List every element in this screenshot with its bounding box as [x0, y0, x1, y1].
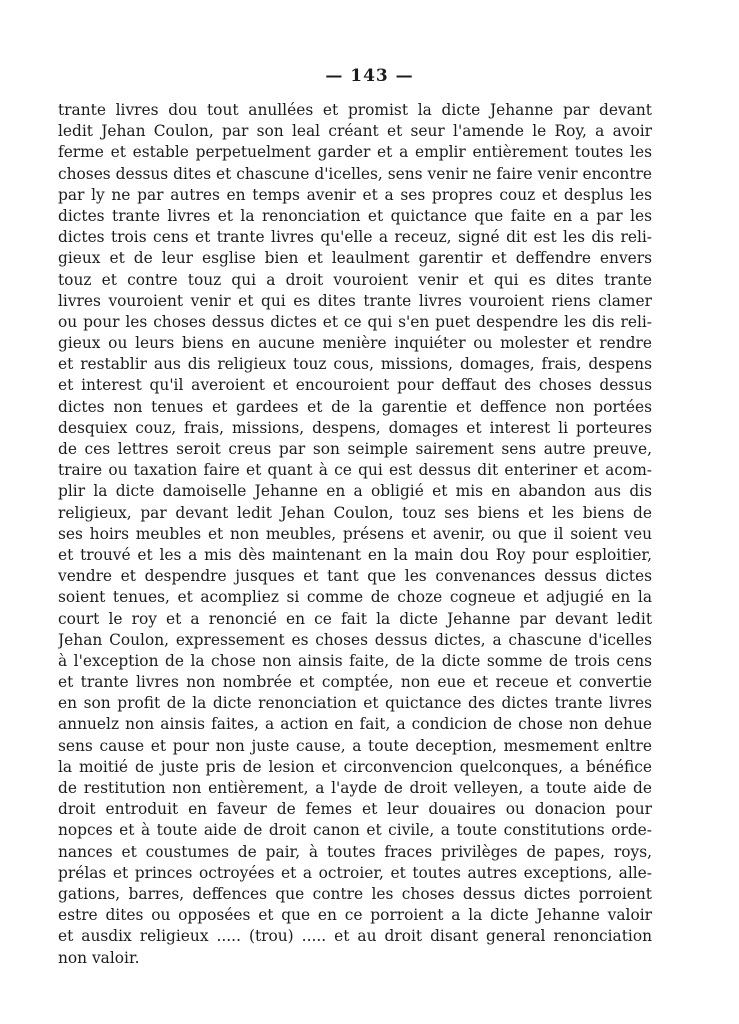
text-line: estre dites ou opposées et que en ce porroient a la dicte Jehanne valoir [58, 906, 652, 925]
text-line: nopces et à toute aide de droit canon et civile, a toute constitutions orde- [58, 821, 652, 840]
text-line: religieux, par devant ledit Jehan Coulon, touz ses biens et les biens de [58, 503, 652, 522]
text-line: prélas et princes octroyées et a octroier, et toutes autres exceptions, alle- [58, 863, 652, 882]
text-line: gations, barres, deffences que contre les choses dessus dictes porroient [58, 884, 652, 903]
text-line: desquiex couz, frais, missions, despens, domages et interest li porteures [58, 418, 652, 437]
text-line: droit entroduit en faveur de femes et leur douaires ou donacion pour [58, 800, 652, 819]
text-line: par ly ne par autres en temps avenir et a ses propres couz et desplus les [58, 185, 652, 204]
text-line: gieux ou leurs biens en aucune menière inquiéter ou molester et rendre [58, 334, 652, 353]
text-line: et restablir aus dis religieux touz cous, missions, domages, frais, despens [58, 355, 652, 374]
text-line: et interest qu'il averoient et encouroient pour deffaut des choses dessus [58, 376, 652, 395]
text-line: trante livres dou tout anullées et promist la dicte Jehanne par devant [58, 101, 652, 119]
text-line: dictes trante livres et la renonciation et quictance que faite en a par les [58, 206, 652, 225]
text-line: et ausdix religieux ..... (trou) ..... et au droit disant general renonciation [58, 927, 652, 946]
body-text [58, 100, 652, 969]
text-line: et trante livres non nombrée et comptée, non eue et receue et convertie [58, 673, 652, 692]
text-line: dictes trois cens et trante livres qu'elle a receuz, signé dit est les dis reli- [58, 228, 652, 247]
text-line: dictes non tenues et gardees et de la garentie et deffence non portées [58, 397, 652, 416]
text-line: ledit Jehan Coulon, par son leal créant et seur l'amende le Roy, a avoir [58, 122, 652, 141]
text-line: la moitié de juste pris de lesion et circonvencion quelconques, a bénéfice [58, 757, 652, 776]
text-line: gieux et de leur esglise bien et leaulment garentir et deffendre envers [58, 249, 652, 268]
text-line: annuelz non ainsis faites, a action en fait, a condicion de chose non dehue [58, 715, 652, 734]
text-line: traire ou taxation faire et quant à ce qui est dessus dit enteriner et acom- [58, 461, 652, 480]
text-line: soient tenues, et acompliez si comme de choze cogneue et adjugié en la [58, 588, 652, 607]
text-line: non valoir. [58, 948, 140, 967]
text-line: nances et coustumes de pair, à toutes fraces privilèges de papes, roys, [58, 842, 652, 861]
text-line: en son profit de la dicte renonciation et quictance des dictes trante livres [58, 694, 652, 713]
text-line: ou pour les choses dessus dictes et ce qui s'en puet despendre les dis reli- [58, 312, 652, 331]
text-line: à l'exception de la chose non ainsis faite, de la dicte somme de trois cens [58, 651, 652, 670]
page-number: — 143 — [325, 66, 414, 86]
text-line: de ces lettres seroit creus par son seimple sairement sens autre preuve, [58, 440, 652, 458]
text-line: sens cause et pour non juste cause, a toute deception, mesmement enltre [58, 736, 652, 755]
text-line: ses hoirs meubles et non meubles, présens et avenir, ou que il soient veu [58, 524, 652, 543]
text-line: ferme et estable perpetuelment garder et a emplir entièrement toutes les [58, 143, 652, 162]
text-line: court le roy et a renoncié en ce fait la dicte Jehanne par devant ledit [58, 609, 652, 628]
text-line: et trouvé et les a mis dès maintenant en la main dou Roy pour esploitier, [58, 545, 652, 564]
text-line: plir la dicte damoiselle Jehanne en a obligié et mis en abandon aus dis [58, 482, 652, 501]
text-line: touz et contre touz qui a droit vouroient venir et qui es dites trante [58, 270, 652, 289]
text-line: Jehan Coulon, expressement es choses dessus dictes, a chascune d'icelles [58, 630, 652, 649]
text-line: livres vouroient venir et qui es dites trante livres vouroient riens clamer [58, 291, 652, 310]
text-line: de restitution non entièrement, a l'ayde de droit velleyen, a toute aide de [58, 779, 652, 797]
text-line: vendre et despendre jusques et tant que les convenances dessus dictes [58, 567, 652, 586]
text-line: choses dessus dites et chascune d'icelles, sens venir ne faire venir encontre [58, 164, 652, 183]
